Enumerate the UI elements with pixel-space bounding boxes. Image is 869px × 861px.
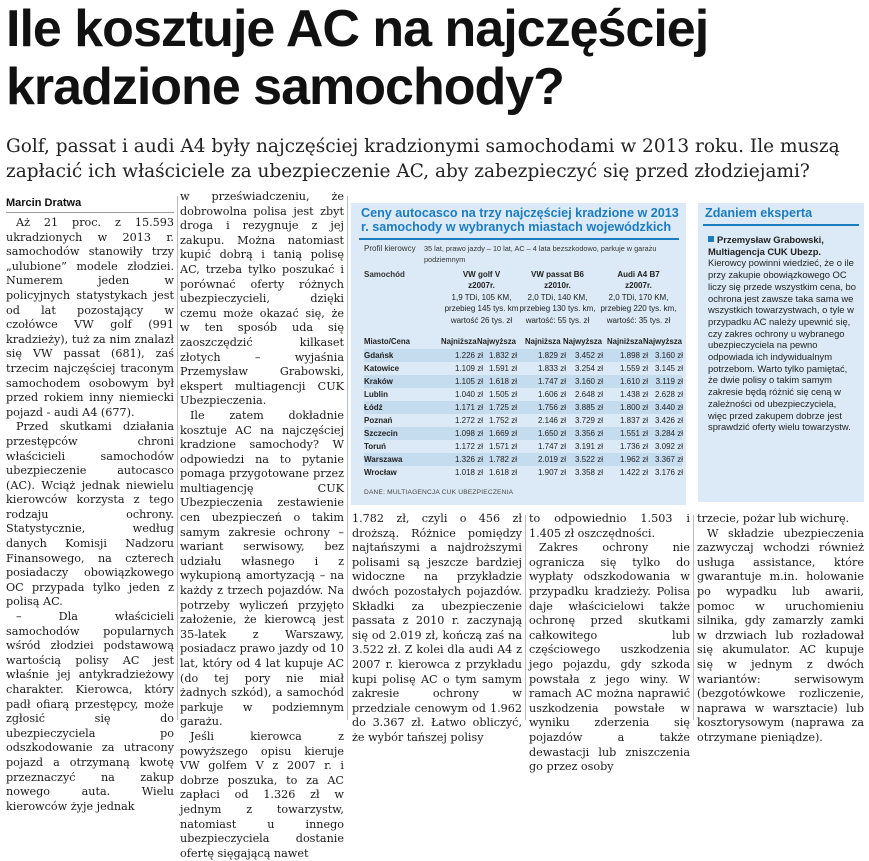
price-cell: 1.171 zł xyxy=(454,403,483,412)
price-cell: 3.284 zł xyxy=(654,429,683,438)
car-mileage: przebieg 130 tys. km, xyxy=(519,304,596,314)
price-cell: 1.736 zł xyxy=(619,442,648,451)
price-cell: 3.885 zł xyxy=(574,403,603,412)
expert-quote: Kierowcy powinni wiedzieć, że o ile przy zakupie obowiązkowego OC liczy się przede wszystkim cena, bo ochrona jest zawsze taka sama we wszystkich towarzystwach, o tyle w przypadku AC należy upewnić się, czy zakres ochrony u wybranego ubezpieczyciela na pewno odpowiada ich indywidualnym potrzebom. Warto tylko pamiętać, że dwie polisy o takim samym zakresie będą różnić się ceną w zależności od ubezpieczyciela, więc przed zakupem dobrze jest sprawdzić oferty wielu towarzystw. xyxy=(708,257,856,433)
price-cell: 3.729 zł xyxy=(574,416,603,425)
car-value: wartość: 55 tys. zł xyxy=(525,315,590,325)
price-cell: 1.505 zł xyxy=(488,390,517,399)
price-cell: 1.422 zł xyxy=(619,468,648,477)
article-column-4 xyxy=(529,512,690,774)
price-cell: 1.725 zł xyxy=(488,403,517,412)
high-header-passat: Najwyższa xyxy=(563,337,603,346)
expert-box xyxy=(698,203,864,502)
paragraph: w przeświadczeniu, że dobrowolna polisa jest zbyt droga i rezygnuje z jej zakupu. Można natomiast kupić dobrą i tanią polisę AC, trzeba tylko poszukać i porównać oferty różnych ubezpieczycieli, dzięki czemu może okazać się, że w ten sposób uda się zaoszczędzić kilkaset złotych – wyjaśnia Przemysław Grabowski, ekspert multiagencji CUK Ubezpieczenia. xyxy=(180,190,344,408)
column-divider xyxy=(177,196,178,720)
car-year: z2007r. xyxy=(468,281,495,291)
author-byline: Marcin Dratwa xyxy=(6,197,174,213)
price-cell: 1.326 zł xyxy=(454,455,483,464)
table-row xyxy=(364,414,682,427)
car-year: z2007r. xyxy=(625,281,652,291)
price-cell: 3.358 zł xyxy=(574,468,603,477)
car-value: wartość 26 tys. zł xyxy=(450,315,513,325)
price-cell: 1.829 zł xyxy=(537,351,566,360)
price-cell: 1.756 zł xyxy=(537,403,566,412)
city-cell: Łódź xyxy=(364,403,383,412)
price-cell: 1.747 zł xyxy=(537,377,566,386)
price-cell: 3.356 zł xyxy=(574,429,603,438)
paragraph: Aż 21 proc. z 15.593 ukradzionych w 2013 r. samochodów stanowiły trzy „ulubione” modele złodziei. Numerem jeden w policyjnych statystykach jest od lat pozostający w czołówce VW golf (991 kradzieży), tuż za nim znalazł się VW passat (681), zaś trzecim najczęściej traconym samochodem osobowym był przed rokiem inny niemiecki pojazd - audi A4 (677). xyxy=(6,216,174,419)
low-header-passat: Najniższa xyxy=(525,337,561,346)
price-cell: 1.800 zł xyxy=(619,403,648,412)
price-cell: 1.018 zł xyxy=(454,468,483,477)
column-divider xyxy=(347,196,348,720)
price-cell: 3.176 zł xyxy=(654,468,683,477)
city-cell: Gdańsk xyxy=(364,351,394,360)
paragraph: Przed skutkami działania przestępców chroni właścicieli samochodów ubezpieczenie autocasco (AC). Wciąż jednak niewielu kierowców korzysta z tego rodzaju ochrony. Statystycznie, według danych Komisji Nadzoru Finansowego, na czterech posiadaczy obowiązkowego OC przypada tylko jeden z polisą AC. xyxy=(6,420,174,609)
price-cell: 3.160 zł xyxy=(574,377,603,386)
car-golf xyxy=(439,269,524,326)
price-cell: 1.907 zł xyxy=(537,468,566,477)
table-title: Ceny autocasco na trzy najczęściej kradzione w 2013 r. samochody w wybranych miastach wojewódzkich xyxy=(361,206,679,234)
price-cell: 3.160 zł xyxy=(654,351,683,360)
car-audi xyxy=(596,269,681,326)
table-title-divider xyxy=(359,238,679,240)
expert-title-divider xyxy=(703,224,859,226)
expert-name: Przemysław Grabowski, Multiagencja CUK Ubezp. xyxy=(708,234,824,257)
price-cell: 1.098 zł xyxy=(454,429,483,438)
price-cell: 1.559 zł xyxy=(619,364,648,373)
price-cell: 1.610 zł xyxy=(619,377,648,386)
table-row xyxy=(364,453,682,466)
price-cell: 1.752 zł xyxy=(488,416,517,425)
price-table-box xyxy=(351,203,686,505)
price-cell: 1.650 zł xyxy=(537,429,566,438)
city-cell: Warszawa xyxy=(364,455,403,464)
car-engine: 2,0 TDi, 140 KM, xyxy=(527,292,588,302)
car-mileage: przebieg 145 tys. km xyxy=(444,304,519,314)
high-header-audi: Najwyższa xyxy=(643,337,683,346)
price-cell: 3.440 zł xyxy=(654,403,683,412)
price-cell: 3.522 zł xyxy=(574,455,603,464)
price-cell: 2.648 zł xyxy=(574,390,603,399)
car-mileage: przebieg 220 tys. km, xyxy=(600,304,677,314)
expert-body xyxy=(708,234,856,433)
table-row xyxy=(364,362,682,375)
price-cell: 1.172 zł xyxy=(454,442,483,451)
price-cell: 1.272 zł xyxy=(454,416,483,425)
price-cell: 3.145 zł xyxy=(654,364,683,373)
table-row xyxy=(364,388,682,401)
price-cell: 3.254 zł xyxy=(574,364,603,373)
car-name: VW golf V xyxy=(462,270,501,279)
article-column-3 xyxy=(352,512,522,744)
price-cell: 2.019 zł xyxy=(537,455,566,464)
paragraph: to odpowiednio 1.503 i 1.405 zł oszczędności. xyxy=(529,512,690,540)
car-name: VW passat B6 xyxy=(531,270,584,279)
car-name: Audi A4 B7 xyxy=(617,270,660,279)
profile-label: Profil kierowcy xyxy=(364,244,416,253)
paragraph: Zakres ochrony nie ogranicza się tylko do wypłaty odszkodowania w przypadku kradzieży. Polisa daje właścicielowi także ochronę przed skutkami całkowitego lub częściowego uszkodzenia jego pojazdu, gdy szkoda powstała z jego winy. W ramach AC można naprawić uszkodzenia powstałe w wyniku zderzenia się pojazdów a także dewastacji lub zniszczenia go przez osoby xyxy=(529,541,690,774)
city-cell: Kraków xyxy=(364,377,393,386)
car-engine: 1,9 TDi, 105 KM, xyxy=(451,292,512,302)
price-cell: 1.747 zł xyxy=(537,442,566,451)
city-cell: Katowice xyxy=(364,364,400,373)
price-cell: 1.618 zł xyxy=(488,377,517,386)
article-column-1 xyxy=(6,216,174,813)
article-column-2 xyxy=(180,190,344,860)
car-label: Samochód xyxy=(364,270,405,279)
paragraph: 1.782 zł, czyli o 456 zł droższą. Różnice pomiędzy najtańszymi a najdroższymi polisami są jeszcze bardziej widoczne na przykładzie dwóch pozostałych pojazdów. Składki za ubezpieczenie passata z 2010 r. zaczynają się od 2.019 zł, kończą zaś na 3.522 zł. Z kolei dla audi A4 z 2007 r. kierowca z przykładu kupi polisę AC o tym samym zakresie ochrony w przedziale cenowym od 1.962 do 3.367 zł. Łatwo obliczyć, że wybór tańszej polisy xyxy=(352,512,522,744)
price-cell: 1.832 zł xyxy=(488,351,517,360)
car-year: z2010r. xyxy=(544,281,571,291)
price-cell: 1.551 zł xyxy=(619,429,648,438)
price-cell: 1.438 zł xyxy=(619,390,648,399)
price-cell: 3.092 zł xyxy=(654,442,683,451)
table-source: DANE: MULTIAGENCJA CUK UBEZPIECZENIA xyxy=(364,489,514,496)
table-row xyxy=(364,440,682,453)
high-header-golf: Najwyższa xyxy=(477,337,517,346)
price-cell: 1.105 zł xyxy=(454,377,483,386)
car-passat xyxy=(515,269,600,326)
price-cell: 1.898 zł xyxy=(619,351,648,360)
table-row xyxy=(364,401,682,414)
price-cell: 1.782 zł xyxy=(488,455,517,464)
profile-value: 35 lat, prawo jazdy – 10 lat, AC – 4 lata bezszkodowo, parkuje w garażu podziemnym xyxy=(424,244,657,264)
lead-paragraph: Golf, passat i audi A4 były najczęściej kradzionymi samochodami w 2013 roku. Ile muszą zapłacić ich właściciele za ubezpieczenie AC, aby zabezpieczyć się przed złodziejami? xyxy=(6,136,840,182)
table-row xyxy=(364,466,682,479)
price-cell: 1.591 zł xyxy=(488,364,517,373)
expert-title: Zdaniem eksperta xyxy=(705,206,813,220)
paragraph: trzecie, pożar lub wichurę. xyxy=(697,512,850,525)
headline xyxy=(6,0,866,116)
table-row xyxy=(364,375,682,388)
car-value: wartość: 35 tys. zł xyxy=(606,315,671,325)
price-cell: 1.040 zł xyxy=(454,390,483,399)
price-cell: 1.833 zł xyxy=(537,364,566,373)
price-cell: 3.191 zł xyxy=(574,442,603,451)
bullet-square-icon xyxy=(708,236,714,242)
paragraph: Jeśli kierowca z powyższego opisu kieruje VW golfem V z 2007 r. i dobrze poszuka, to za AC zapłaci od 1.326 zł w jednym z towarzystw, natomiast u innego ubezpieczyciela dostanie ofertę sięgającą nawet xyxy=(180,729,344,860)
city-cell: Toruń xyxy=(364,442,387,451)
headline-line1: Ile kosztuje AC na najczęściej xyxy=(6,0,709,58)
city-header: Miasto/Cena xyxy=(364,337,410,346)
article-column-5 xyxy=(697,512,864,744)
price-cell: 1.618 zł xyxy=(488,468,517,477)
price-cell: 3.367 zł xyxy=(654,455,683,464)
city-cell: Lublin xyxy=(364,390,388,399)
price-cell: 1.571 zł xyxy=(488,442,517,451)
car-engine: 2,0 TDi, 170 KM, xyxy=(608,292,669,302)
paragraph: Ile zatem dokładnie kosztuje AC na najczęściej kradzione samochody? W odpowiedzi na to pytanie pomaga przygotowane przez multiagencję CUK Ubezpieczenia zestawienie cen ubezpieczeń o takim samym zakresie ochrony – wariant serwisowy, bez udziału własnego i z wykupioną amortyzacją – na każdy z trzech pojazdów. Na potrzeby wyliczeń przyjęto założenie, że kierowcą jest 35-latek z Warszawy, posiadacz prawo jazdy od 10 lat, który od 4 lat kupuje AC (do tej pory nie miał żadnych szkód), a samochód parkuje w podziemnym garażu. xyxy=(180,408,344,729)
price-cell: 2.146 zł xyxy=(537,416,566,425)
price-cell: 1.837 zł xyxy=(619,416,648,425)
city-cell: Poznań xyxy=(364,416,393,425)
paragraph: – Dla właścicieli samochodów popularnych wśród złodziei podstawową wartością polisy AC jest właśnie jej antykradzieżowy charakter. Kierowca, który padł ofiarą przestępcy, może zgłosić się do ubezpieczyciela po odszkodowanie za utracony pojazd a otrzymaną kwotę przeznaczyć na zakup nowego auta. Wielu kierowców żyje jednak xyxy=(6,610,174,813)
city-cell: Wrocław xyxy=(364,468,397,477)
paragraph: W składzie ubezpieczenia zazwyczaj wchodzi również usługa assistance, które gwarantuje m.in. holowanie po wypadku lub awarii, pomoc w uruchomieniu silnika, gdy zamarzły zamki w drzwiach lub rozładował się akumulator. AC kupuje się w jednym z dwóch wariantów: serwisowym (bezgotówkowe rozliczenie, naprawa w warsztacie) lub kosztorysowym (naprawa za otrzymane pieniądze). xyxy=(697,526,864,744)
table-row xyxy=(364,427,682,440)
price-cell: 1.606 zł xyxy=(537,390,566,399)
column-divider xyxy=(693,515,694,720)
price-cell: 3.426 zł xyxy=(654,416,683,425)
price-cell: 1.226 zł xyxy=(454,351,483,360)
city-cell: Szczecin xyxy=(364,429,398,438)
price-cell: 1.962 zł xyxy=(619,455,648,464)
price-cell: 1.669 zł xyxy=(488,429,517,438)
price-cell: 1.109 zł xyxy=(454,364,483,373)
table-row xyxy=(364,349,682,362)
price-cell: 3.119 zł xyxy=(655,377,683,386)
headline-line2: kradzione samochody? xyxy=(6,58,564,116)
low-header-golf: Najniższa xyxy=(441,337,477,346)
price-cell: 3.452 zł xyxy=(574,351,603,360)
low-header-audi: Najniższa xyxy=(607,337,643,346)
price-cell: 2.628 zł xyxy=(654,390,683,399)
column-divider xyxy=(525,515,526,720)
